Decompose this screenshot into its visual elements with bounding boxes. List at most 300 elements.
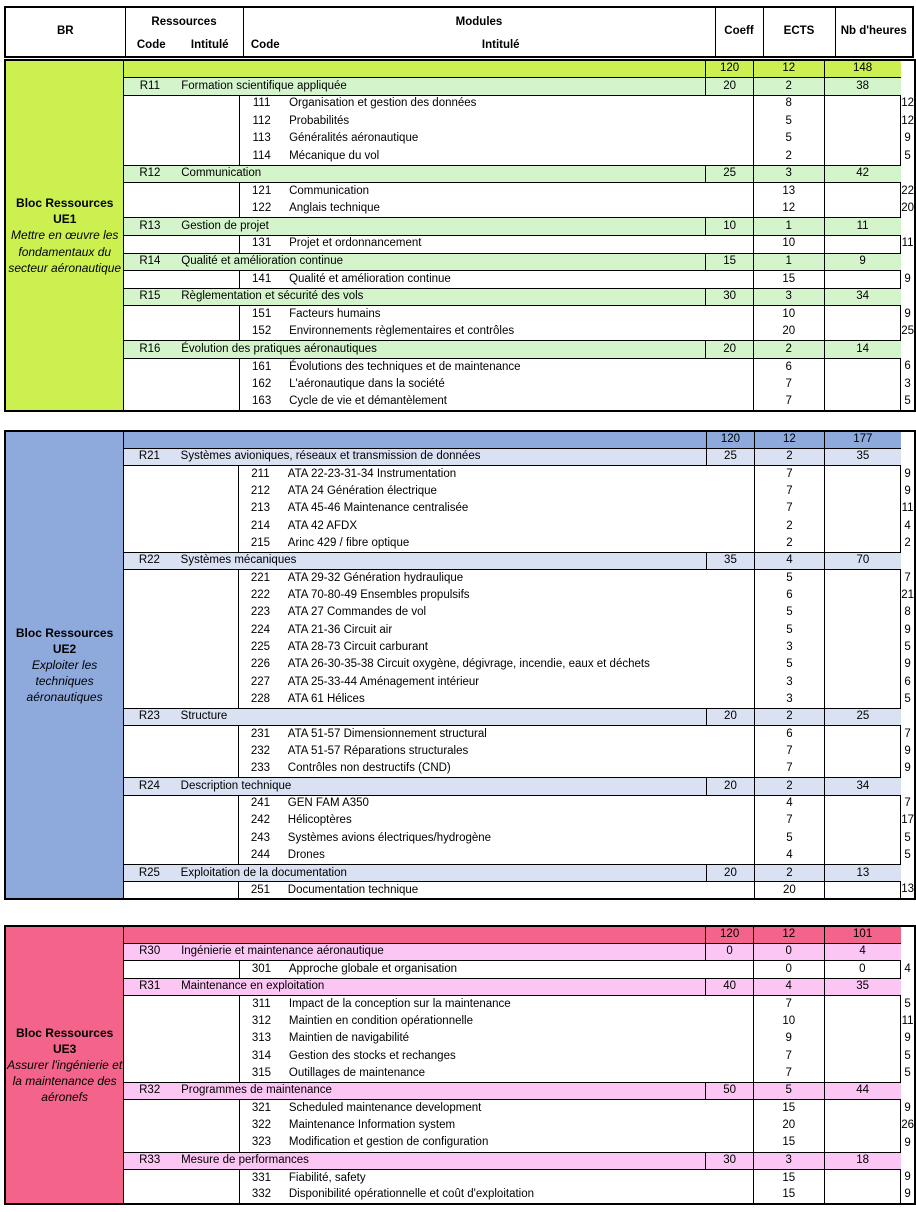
resource-code: R13 bbox=[124, 218, 175, 236]
module-row bbox=[5, 961, 915, 978]
module-ects bbox=[824, 393, 901, 411]
module-ects bbox=[824, 1169, 901, 1186]
module-code: 122 bbox=[240, 200, 283, 218]
resource-coeff: 35 bbox=[707, 552, 755, 569]
module-ects bbox=[824, 95, 901, 113]
module-ects bbox=[824, 376, 901, 394]
module-spacer bbox=[124, 148, 240, 166]
module-hours: 9 bbox=[901, 1100, 915, 1117]
module-spacer bbox=[124, 500, 239, 517]
resource-ects: 2 bbox=[754, 448, 824, 465]
resource-label: Programmes de maintenance bbox=[175, 1083, 706, 1100]
module-hours: 9 bbox=[901, 1169, 915, 1186]
module-ects bbox=[824, 996, 901, 1013]
module-label: ATA 25-33-44 Aménagement intérieur bbox=[282, 674, 755, 691]
module-code: 222 bbox=[239, 587, 282, 604]
module-row bbox=[5, 622, 915, 639]
module-row bbox=[5, 271, 915, 289]
total-ects: 12 bbox=[753, 926, 824, 943]
module-row bbox=[5, 743, 915, 760]
module-ects bbox=[824, 200, 901, 218]
resource-hours: 25 bbox=[824, 709, 900, 726]
module-code: 141 bbox=[240, 271, 283, 289]
module-ects bbox=[824, 813, 900, 830]
module-hours: 7 bbox=[901, 726, 915, 743]
module-code: 212 bbox=[239, 483, 282, 500]
module-coeff: 7 bbox=[753, 1065, 824, 1082]
module-row bbox=[5, 130, 915, 148]
module-spacer bbox=[124, 483, 239, 500]
module-label: ATA 42 AFDX bbox=[282, 518, 755, 535]
module-spacer bbox=[124, 466, 239, 483]
module-spacer bbox=[124, 518, 239, 535]
total-hours: 148 bbox=[824, 60, 901, 78]
resource-coeff: 15 bbox=[706, 253, 754, 271]
resource-ects: 1 bbox=[753, 218, 824, 236]
module-code: 225 bbox=[239, 639, 282, 656]
hours-header: Nb d'heures bbox=[835, 7, 913, 57]
module-label: Probabilités bbox=[283, 113, 753, 131]
module-code: 226 bbox=[239, 656, 282, 673]
block-title: Bloc Ressources UE3 bbox=[15, 1025, 114, 1056]
module-ects bbox=[824, 323, 901, 341]
module-code: 113 bbox=[240, 130, 283, 148]
resource-label: Systèmes avioniques, réseaux et transmission de données bbox=[175, 448, 707, 465]
module-spacer bbox=[124, 570, 239, 587]
module-row bbox=[5, 306, 915, 324]
module-hours: 20 bbox=[901, 200, 915, 218]
module-code: 243 bbox=[239, 830, 282, 847]
module-hours: 17 bbox=[901, 813, 915, 830]
module-label: Modification et gestion de configuration bbox=[283, 1135, 754, 1152]
resource-code: R12 bbox=[124, 165, 175, 183]
module-code: 321 bbox=[239, 1100, 282, 1117]
module-coeff: 13 bbox=[753, 183, 824, 201]
module-ects bbox=[824, 1187, 901, 1204]
module-ects bbox=[824, 622, 900, 639]
resource-row bbox=[5, 448, 915, 465]
module-spacer bbox=[124, 235, 240, 253]
resource-ects: 2 bbox=[753, 78, 824, 96]
module-label: Qualité et amélioration continue bbox=[283, 271, 753, 289]
module-label: ATA 45-46 Maintenance centralisée bbox=[282, 500, 755, 517]
module-label: ATA 26-30-35-38 Circuit oxygène, dégivrage, incendie, eaux et déchets bbox=[282, 656, 755, 673]
module-label: Cycle de vie et démantèlement bbox=[283, 393, 753, 411]
module-coeff: 0 bbox=[753, 961, 824, 978]
module-hours: 9 bbox=[901, 656, 915, 673]
module-label: Facteurs humains bbox=[283, 306, 753, 324]
module-ects bbox=[824, 358, 901, 376]
module-label: Hélicoptères bbox=[282, 813, 755, 830]
module-hours: 5 bbox=[901, 148, 915, 166]
mod-label-header: Intitulé bbox=[287, 35, 715, 57]
module-coeff: 5 bbox=[754, 570, 824, 587]
module-hours: 6 bbox=[901, 674, 915, 691]
module-coeff: 5 bbox=[754, 830, 824, 847]
module-row bbox=[5, 183, 915, 201]
module-coeff: 6 bbox=[753, 358, 824, 376]
module-label: Documentation technique bbox=[282, 882, 755, 899]
resource-code: R23 bbox=[124, 709, 175, 726]
module-coeff: 5 bbox=[754, 622, 824, 639]
resource-hours: 35 bbox=[824, 448, 900, 465]
resource-ects: 3 bbox=[753, 288, 824, 306]
module-label: ATA 51-57 Dimensionnement structural bbox=[282, 726, 755, 743]
module-coeff: 15 bbox=[753, 1169, 824, 1186]
module-label: L'aéronautique dans la société bbox=[283, 376, 753, 394]
resource-hours: 11 bbox=[824, 218, 901, 236]
module-coeff: 15 bbox=[753, 271, 824, 289]
module-hours: 25 bbox=[901, 323, 915, 341]
total-ects: 12 bbox=[754, 431, 824, 448]
module-row bbox=[5, 235, 915, 253]
module-coeff: 7 bbox=[754, 743, 824, 760]
module-ects bbox=[824, 882, 900, 899]
resource-hours: 70 bbox=[824, 552, 900, 569]
block-table-ue1 bbox=[4, 59, 916, 412]
module-spacer bbox=[124, 1135, 240, 1152]
module-hours: 5 bbox=[901, 830, 915, 847]
module-row bbox=[5, 323, 915, 341]
module-ects bbox=[824, 570, 900, 587]
module-coeff: 12 bbox=[753, 200, 824, 218]
module-coeff: 3 bbox=[754, 674, 824, 691]
resource-ects: 4 bbox=[753, 978, 824, 995]
block-label-ue2 bbox=[5, 431, 124, 899]
module-row bbox=[5, 1048, 915, 1065]
module-ects bbox=[824, 1135, 901, 1152]
module-coeff: 7 bbox=[754, 466, 824, 483]
module-coeff: 7 bbox=[754, 813, 824, 830]
resource-code: R25 bbox=[124, 865, 175, 882]
block-label-ue1 bbox=[5, 60, 124, 411]
module-row bbox=[5, 570, 915, 587]
module-label: Environnements règlementaires et contrôles bbox=[283, 323, 753, 341]
module-coeff: 20 bbox=[753, 323, 824, 341]
module-ects bbox=[824, 830, 900, 847]
module-hours: 26 bbox=[901, 1117, 915, 1134]
module-ects bbox=[824, 761, 900, 778]
module-coeff: 5 bbox=[754, 604, 824, 621]
resource-hours: 34 bbox=[824, 778, 900, 795]
module-row bbox=[5, 376, 915, 394]
resource-coeff: 20 bbox=[706, 78, 754, 96]
module-code: 315 bbox=[239, 1065, 282, 1082]
module-hours: 6 bbox=[901, 358, 915, 376]
mod-code-header: Code bbox=[243, 35, 287, 57]
module-label: Outillages de maintenance bbox=[283, 1065, 754, 1082]
resource-row bbox=[5, 978, 915, 995]
module-row bbox=[5, 393, 915, 411]
module-code: 112 bbox=[240, 113, 283, 131]
modules-header: Modules bbox=[243, 7, 715, 35]
module-label: Maintien en condition opérationnelle bbox=[283, 1013, 754, 1030]
module-ects bbox=[824, 518, 900, 535]
module-hours: 11 bbox=[901, 1013, 915, 1030]
module-spacer bbox=[124, 1187, 240, 1204]
module-code: 311 bbox=[239, 996, 282, 1013]
ressources-header: Ressources bbox=[125, 7, 243, 35]
module-label: Scheduled maintenance development bbox=[283, 1100, 754, 1117]
block-description: Exploiter les techniques aéronautiques bbox=[26, 658, 103, 705]
module-label: Gestion des stocks et rechanges bbox=[283, 1048, 754, 1065]
module-coeff: 4 bbox=[754, 795, 824, 812]
resource-row bbox=[5, 552, 915, 569]
module-ects bbox=[824, 587, 900, 604]
module-coeff: 6 bbox=[754, 726, 824, 743]
res-label-header: Intitulé bbox=[177, 35, 243, 57]
module-label: ATA 24 Génération électrique bbox=[282, 483, 755, 500]
module-spacer bbox=[124, 656, 239, 673]
module-coeff: 7 bbox=[753, 376, 824, 394]
coeff-header: Coeff bbox=[715, 7, 763, 57]
block-table-ue2 bbox=[4, 430, 916, 900]
resource-row bbox=[5, 165, 915, 183]
module-hours: 5 bbox=[901, 1065, 915, 1082]
module-row bbox=[5, 726, 915, 743]
module-spacer bbox=[124, 674, 239, 691]
module-coeff: 3 bbox=[754, 639, 824, 656]
module-hours: 9 bbox=[901, 483, 915, 500]
resource-row bbox=[5, 865, 915, 882]
resource-coeff: 20 bbox=[707, 865, 755, 882]
module-coeff: 15 bbox=[753, 1187, 824, 1204]
module-row bbox=[5, 200, 915, 218]
module-code: 152 bbox=[240, 323, 283, 341]
module-label: Approche globale et organisation bbox=[283, 961, 754, 978]
resource-label: Mesure de performances bbox=[175, 1152, 706, 1169]
module-code: 131 bbox=[240, 235, 283, 253]
module-row bbox=[5, 813, 915, 830]
module-code: 223 bbox=[239, 604, 282, 621]
module-code: 231 bbox=[239, 726, 282, 743]
module-ects bbox=[824, 271, 901, 289]
module-ects bbox=[824, 656, 900, 673]
resource-code: R16 bbox=[124, 341, 175, 359]
module-row bbox=[5, 466, 915, 483]
module-row bbox=[5, 587, 915, 604]
resource-label: Structure bbox=[175, 709, 707, 726]
module-spacer bbox=[124, 996, 240, 1013]
module-coeff: 7 bbox=[753, 996, 824, 1013]
total-coeff: 120 bbox=[706, 926, 754, 943]
resource-row bbox=[5, 341, 915, 359]
module-ects bbox=[824, 500, 900, 517]
module-coeff: 2 bbox=[754, 535, 824, 552]
module-row bbox=[5, 639, 915, 656]
module-row bbox=[5, 1013, 915, 1030]
module-spacer bbox=[124, 587, 239, 604]
block-title: Bloc Ressources UE2 bbox=[15, 625, 114, 656]
module-hours: 9 bbox=[901, 466, 915, 483]
module-label: Généralités aéronautique bbox=[283, 130, 753, 148]
module-row bbox=[5, 535, 915, 552]
resource-label: Systèmes mécaniques bbox=[175, 552, 707, 569]
module-spacer bbox=[124, 306, 240, 324]
module-row bbox=[5, 1169, 915, 1186]
ects-header: ECTS bbox=[763, 7, 835, 57]
module-code: 163 bbox=[240, 393, 283, 411]
module-ects bbox=[824, 1048, 901, 1065]
module-ects bbox=[824, 1030, 901, 1047]
module-label: Mécanique du vol bbox=[283, 148, 753, 166]
module-ects bbox=[824, 113, 901, 131]
module-coeff: 2 bbox=[753, 148, 824, 166]
module-coeff: 7 bbox=[754, 483, 824, 500]
totals-spacer bbox=[124, 926, 706, 943]
module-ects bbox=[824, 604, 900, 621]
module-label: Projet et ordonnancement bbox=[283, 235, 753, 253]
resource-label: Exploitation de la documentation bbox=[175, 865, 707, 882]
module-label: ATA 61 Hélices bbox=[282, 691, 755, 708]
resource-label: Évolution des pratiques aéronautiques bbox=[175, 341, 706, 359]
module-label: ATA 29-32 Génération hydraulique bbox=[282, 570, 755, 587]
module-hours: 9 bbox=[901, 1187, 915, 1204]
module-code: 313 bbox=[239, 1030, 282, 1047]
resource-code: R24 bbox=[124, 778, 175, 795]
module-coeff: 6 bbox=[754, 587, 824, 604]
module-spacer bbox=[124, 830, 239, 847]
module-hours: 5 bbox=[901, 1048, 915, 1065]
module-code: 322 bbox=[239, 1117, 282, 1134]
module-spacer bbox=[124, 1048, 240, 1065]
resource-hours: 42 bbox=[824, 165, 901, 183]
module-coeff: 5 bbox=[753, 113, 824, 131]
module-label: ATA 51-57 Réparations structurales bbox=[282, 743, 755, 760]
module-row bbox=[5, 604, 915, 621]
module-hours: 5 bbox=[901, 996, 915, 1013]
module-row bbox=[5, 882, 915, 899]
resource-coeff: 20 bbox=[706, 341, 754, 359]
module-row bbox=[5, 830, 915, 847]
resource-code: R14 bbox=[124, 253, 175, 271]
resource-coeff: 10 bbox=[706, 218, 754, 236]
resource-code: R32 bbox=[124, 1083, 175, 1100]
resource-code: R11 bbox=[124, 78, 175, 96]
module-label: GEN FAM A350 bbox=[282, 795, 755, 812]
resource-coeff: 30 bbox=[706, 1152, 754, 1169]
resource-coeff: 30 bbox=[706, 288, 754, 306]
resource-row bbox=[5, 288, 915, 306]
resource-ects: 2 bbox=[754, 709, 824, 726]
module-label: ATA 21-36 Circuit air bbox=[282, 622, 755, 639]
module-hours: 9 bbox=[901, 1135, 915, 1152]
module-row bbox=[5, 674, 915, 691]
module-hours: 11 bbox=[901, 235, 915, 253]
resource-code: R15 bbox=[124, 288, 175, 306]
module-spacer bbox=[124, 726, 239, 743]
module-spacer bbox=[124, 200, 240, 218]
module-coeff: 10 bbox=[753, 235, 824, 253]
module-row bbox=[5, 691, 915, 708]
resource-coeff: 20 bbox=[707, 709, 755, 726]
resource-code: R21 bbox=[124, 448, 175, 465]
total-hours: 177 bbox=[824, 431, 900, 448]
module-hours: 5 bbox=[901, 691, 915, 708]
module-coeff: 10 bbox=[753, 1013, 824, 1030]
resource-ects: 3 bbox=[753, 1152, 824, 1169]
module-row bbox=[5, 1065, 915, 1082]
module-code: 332 bbox=[239, 1187, 282, 1204]
module-label: Organisation et gestion des données bbox=[283, 95, 753, 113]
module-ects bbox=[824, 639, 900, 656]
module-ects bbox=[824, 183, 901, 201]
resource-row bbox=[5, 778, 915, 795]
module-row bbox=[5, 795, 915, 812]
module-label: ATA 28-73 Circuit carburant bbox=[282, 639, 755, 656]
module-hours: 9 bbox=[901, 271, 915, 289]
module-label: Anglais technique bbox=[283, 200, 753, 218]
module-hours: 12 bbox=[901, 113, 915, 131]
module-hours: 9 bbox=[901, 622, 915, 639]
module-label: Communication bbox=[283, 183, 753, 201]
resource-ects: 2 bbox=[753, 341, 824, 359]
module-label: Maintenance Information system bbox=[283, 1117, 754, 1134]
module-coeff: 7 bbox=[753, 393, 824, 411]
total-coeff: 120 bbox=[707, 431, 755, 448]
resource-coeff: 50 bbox=[706, 1083, 754, 1100]
module-spacer bbox=[124, 847, 239, 864]
resource-hours: 44 bbox=[824, 1083, 901, 1100]
module-spacer bbox=[124, 393, 240, 411]
module-code: 151 bbox=[240, 306, 283, 324]
resource-row bbox=[5, 218, 915, 236]
module-coeff: 3 bbox=[754, 691, 824, 708]
module-row bbox=[5, 148, 915, 166]
resource-ects: 4 bbox=[754, 552, 824, 569]
module-coeff: 10 bbox=[753, 306, 824, 324]
block-description: Mettre en œuvre les fondamentaux du secteur aéronautique bbox=[8, 228, 122, 275]
module-ects bbox=[824, 726, 900, 743]
module-ects bbox=[824, 148, 901, 166]
module-ects bbox=[824, 1117, 901, 1134]
module-label: Contrôles non destructifs (CND) bbox=[282, 761, 755, 778]
resource-hours: 9 bbox=[824, 253, 901, 271]
module-ects bbox=[824, 1013, 901, 1030]
module-spacer bbox=[124, 130, 240, 148]
resource-ects: 2 bbox=[754, 865, 824, 882]
resource-label: Description technique bbox=[175, 778, 707, 795]
resource-code: R33 bbox=[124, 1152, 175, 1169]
resource-coeff: 0 bbox=[706, 943, 754, 960]
block-title: Bloc Ressources UE1 bbox=[16, 196, 114, 227]
module-spacer bbox=[124, 323, 240, 341]
resource-hours: 35 bbox=[824, 978, 901, 995]
module-code: 244 bbox=[239, 847, 282, 864]
module-code: 323 bbox=[239, 1135, 282, 1152]
resource-hours: 13 bbox=[824, 865, 900, 882]
module-coeff: 7 bbox=[753, 1048, 824, 1065]
module-spacer bbox=[124, 271, 240, 289]
module-code: 233 bbox=[239, 761, 282, 778]
module-coeff: 5 bbox=[753, 130, 824, 148]
module-row bbox=[5, 1187, 915, 1204]
module-code: 214 bbox=[239, 518, 282, 535]
module-ects bbox=[824, 1065, 901, 1082]
header-table bbox=[4, 6, 914, 58]
module-hours: 9 bbox=[901, 761, 915, 778]
resource-ects: 1 bbox=[753, 253, 824, 271]
module-spacer bbox=[124, 622, 239, 639]
module-row bbox=[5, 95, 915, 113]
module-label: ATA 27 Commandes de vol bbox=[282, 604, 755, 621]
resource-hours: 34 bbox=[824, 288, 901, 306]
module-code: 228 bbox=[239, 691, 282, 708]
resource-label: Qualité et amélioration continue bbox=[175, 253, 706, 271]
resource-hours: 38 bbox=[824, 78, 901, 96]
module-spacer bbox=[124, 376, 240, 394]
total-hours: 101 bbox=[824, 926, 901, 943]
